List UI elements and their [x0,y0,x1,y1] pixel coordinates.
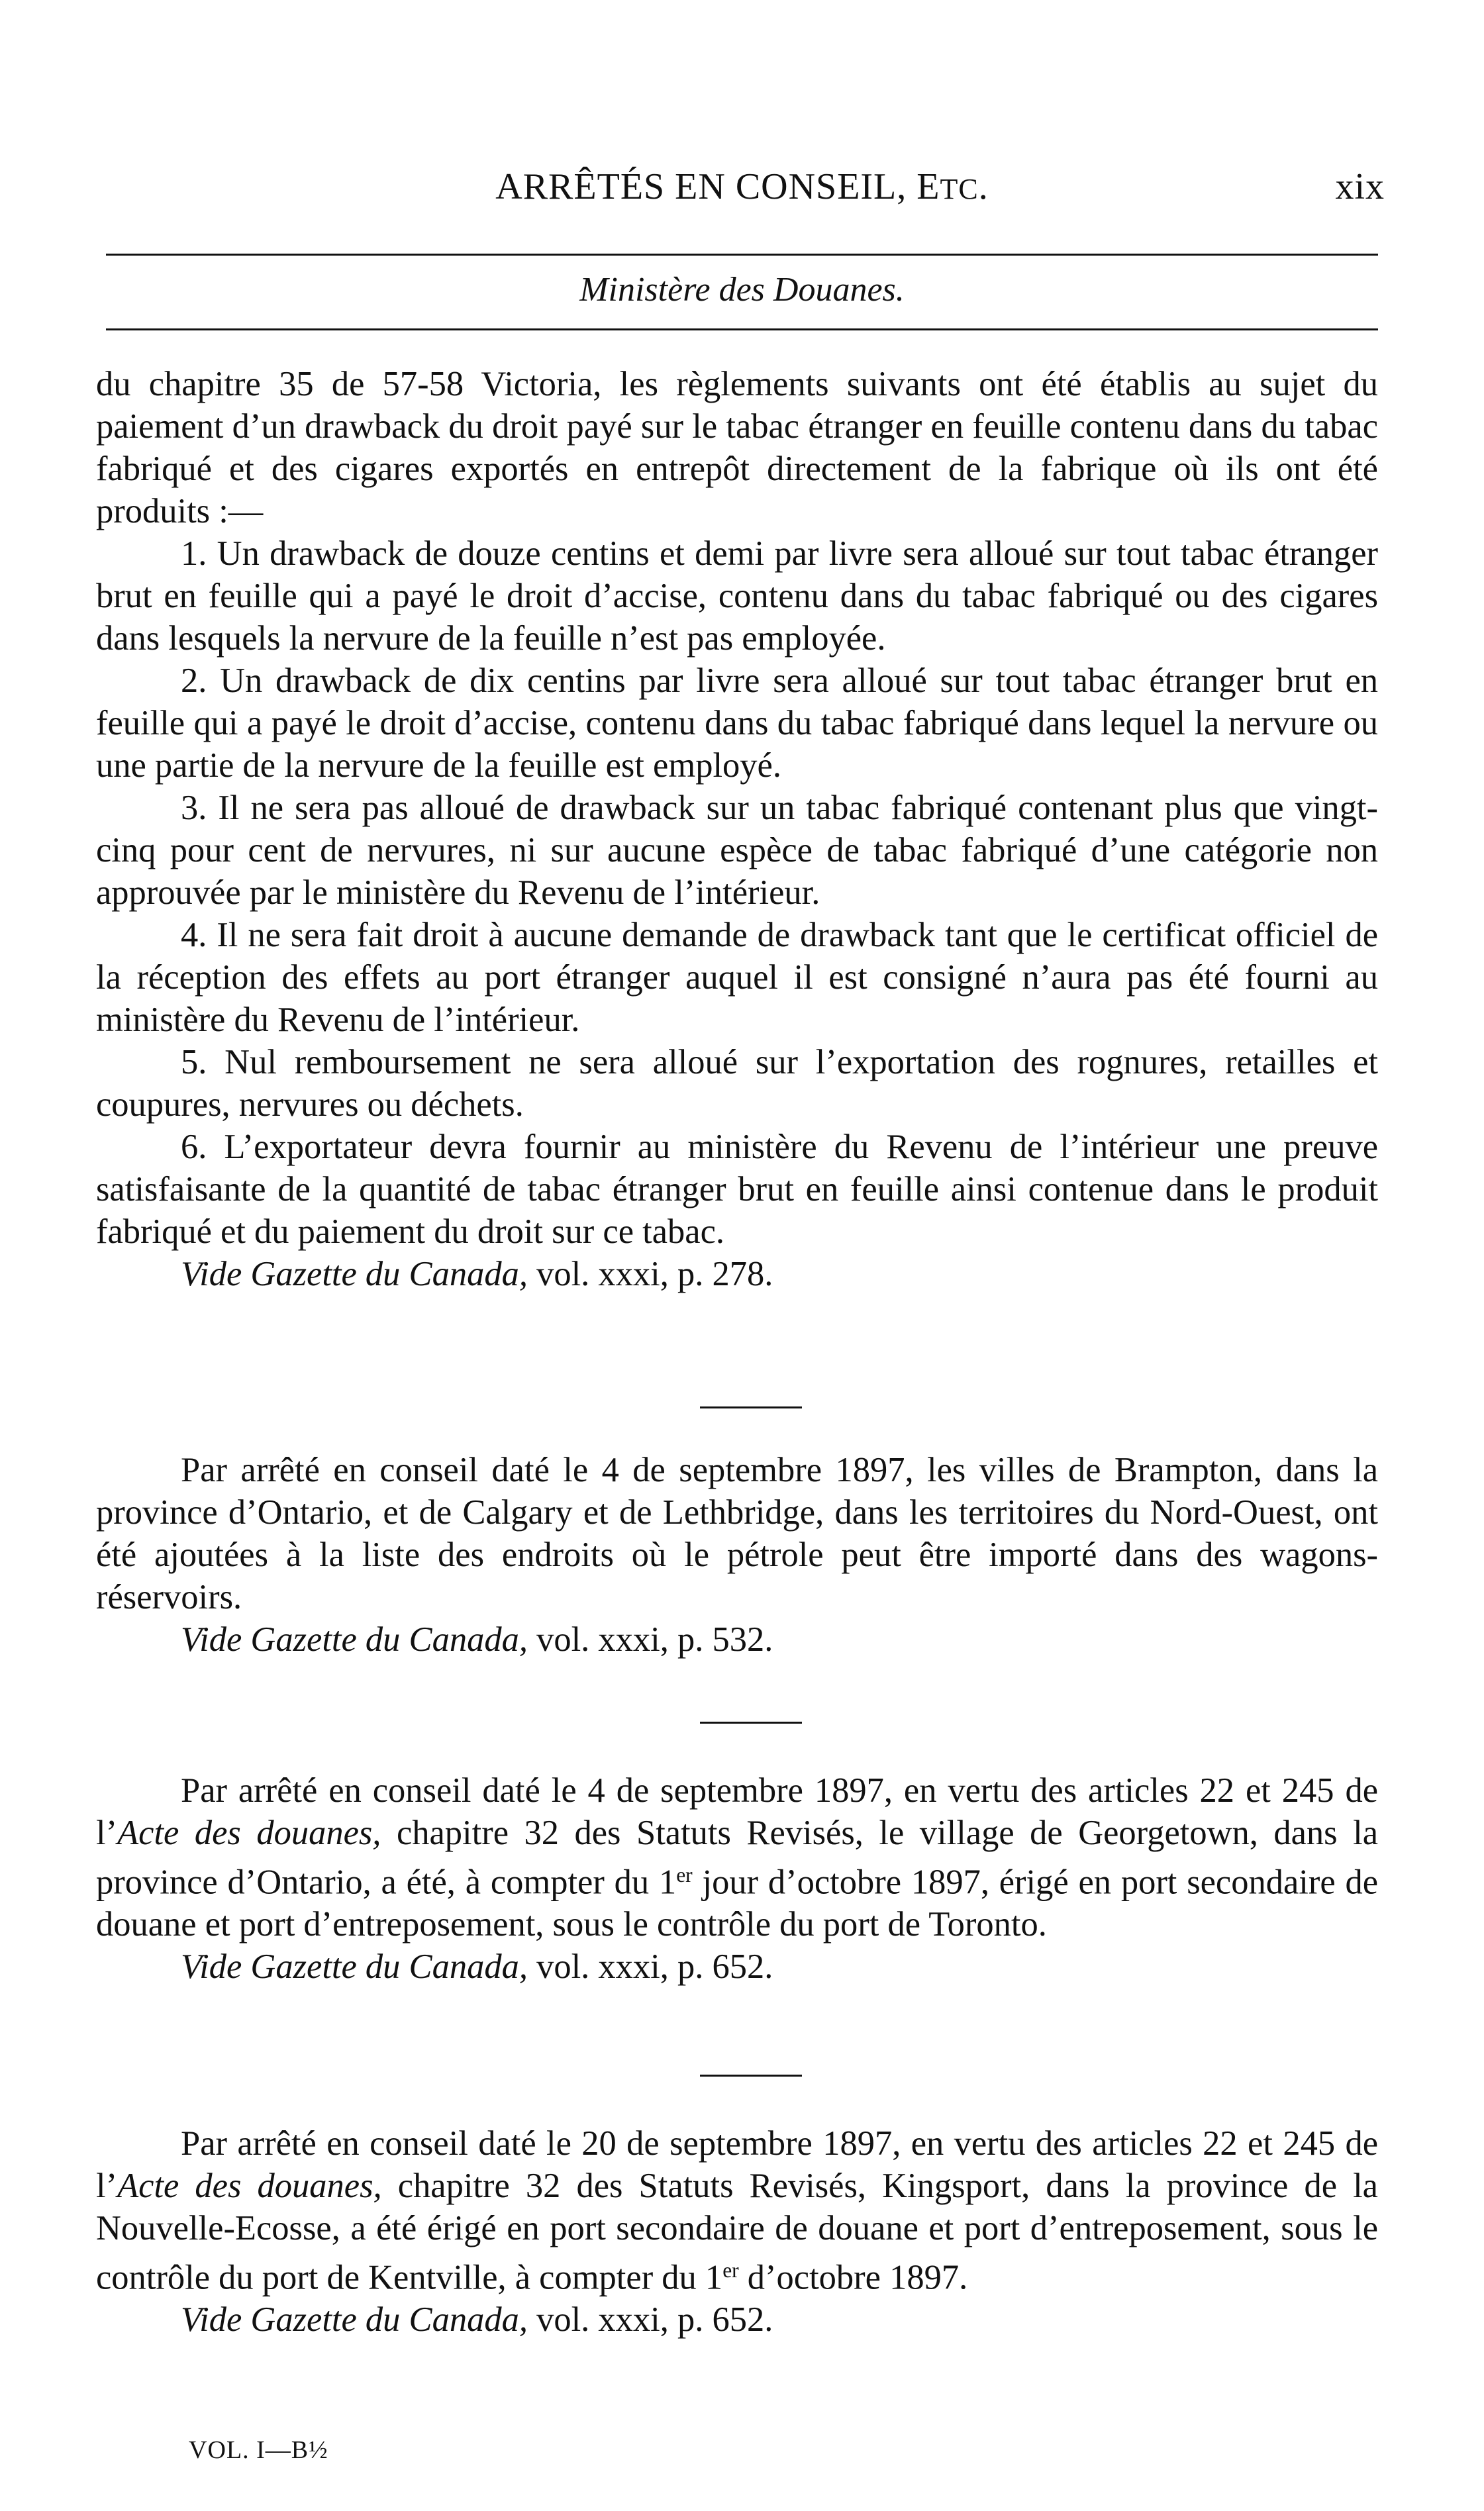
header-rule-bottom [106,328,1378,330]
citation-reference: vol. xxxi, p. 652. [527,1947,773,1987]
running-title [0,166,1484,208]
citation-source: Vide Gazette du Canada, [181,1620,528,1659]
act-title: Acte des douanes, [117,2167,382,2205]
paragraph [96,1769,1378,1945]
block-tobacco-drawback [96,363,1378,1295]
block-brampton [96,1449,1378,1661]
header-rule-top [106,254,1378,256]
running-title-period: . [978,166,989,207]
page-number: xix [1335,166,1385,207]
citation-reference: vol. xxxi, p. 652. [527,2300,773,2339]
paragraph-text: jour d’octobre 1897, érigé en port secondaire de douane et port d’entreposement, sous le contrôle du port de Toronto. [96,1863,1379,1944]
running-title-text: ARRÊTÉS EN CONSEIL, E [495,166,940,207]
separator-rule [700,1406,802,1408]
section-heading: Ministère des Douanes. [579,271,905,309]
paragraph-item-2: 2. Un drawback de dix centins par livre sera alloué sur tout tabac étranger brut en feuille qui a payé le droit d’accise, contenu dans du tabac fabriqué dans lequel la nervure ou une partie de la nervure de la feuille est employé. [96,662,1378,785]
paragraph-text: d’octobre 1897. [738,2258,968,2297]
paragraph-intro: du chapitre 35 de 57-58 Victoria, les règlements suivants ont été établis au sujet du paiement d’un drawback du droit payé sur le tabac étranger en feuille contenu dans du tabac fabriqué et des cigares exportés en entrepôt directement de la fabrique où ils ont été produits :— [96,365,1378,530]
separator-rule [700,1722,802,1724]
paragraph-text: Par arrêté en conseil daté le 4 de septembre 1897, en vertu des articles 22 et 245 de l’ [96,1771,1378,1852]
block-georgetown [96,1769,1378,1988]
act-title: Acte des douanes, [117,1814,381,1852]
citation [96,1253,1378,1295]
citation-source: Vide Gazette du Canada, [181,2300,528,2339]
paragraph-item-5: 5. Nul remboursement ne sera alloué sur l’exportation des rognures, retailles et coupures, nervures ou déchets. [96,1043,1378,1124]
running-title-smallcaps: TC [940,173,979,205]
paragraph-item-6: 6. L’exportateur devra fournir au ministère du Revenu de l’intérieur une preuve satisfaisante de la quantité de tabac étranger brut en feuille ainsi contenue dans le produit fabriqué et du paiement du droit sur ce tabac. [96,1128,1378,1251]
citation-source: Vide Gazette du Canada, [181,1947,528,1987]
block-kingsport [96,2122,1378,2341]
ordinal-superscript: er [676,1863,693,1887]
citation-reference: vol. xxxi, p. 532. [527,1620,773,1659]
separator-rule [700,2075,802,2077]
citation [96,1945,1378,1988]
citation [96,2298,1378,2341]
running-head [0,166,1484,219]
signature-mark: VOL. I—B½ [189,2436,328,2464]
paragraph-text: chapitre 32 des Statuts Revisés, le village de Georgetown, dans la province d’Ontario, a été, à compter du 1 [96,1814,1378,1902]
paragraph [96,2122,1378,2298]
paragraph-text: chapitre 32 des Statuts Revisés, Kingsport, dans la province de la Nouvelle-Ecosse, a été érigé en port secondaire de douane et port d’entreposement, sous le contrôle du port de Kentville, à compter du 1 [96,2167,1378,2297]
paragraph-text: Par arrêté en conseil daté le 20 de septembre 1897, en vertu des articles 22 et 245 de l’ [96,2124,1378,2205]
citation [96,1618,1378,1661]
paragraph: Par arrêté en conseil daté le 4 de septembre 1897, les villes de Brampton, dans la province d’Ontario, et de Calgary et de Lethbridge, dans les territoires du Nord-Ouest, ont été ajoutées à la liste des endroits où le pétrole peut être importé dans des wagons-réservoirs. [96,1451,1378,1616]
paragraph-item-1: 1. Un drawback de douze centins et demi par livre sera alloué sur tout tabac étranger brut en feuille qui a payé le droit d’accise, contenu dans du tabac fabriqué ou des cigares dans lesquels la nervure de la feuille n’est pas employée. [96,534,1378,658]
paragraph-item-4: 4. Il ne sera fait droit à aucune demande de drawback tant que le certificat officiel de la réception des effets au port étranger auquel il est consigné n’aura pas été fourni au ministère du Revenu de l’intérieur. [96,916,1378,1039]
citation-source: Vide Gazette du Canada, [181,1255,528,1293]
paragraph-item-3: 3. Il ne sera pas alloué de drawback sur un tabac fabriqué contenant plus que vingt-cinq pour cent de nervures, ni sur aucune espèce de tabac fabriqué d’une catégorie non approuvée par le ministère du Revenu de l’intérieur. [96,789,1378,912]
ordinal-superscript: er [722,2259,739,2282]
citation-reference: vol. xxxi, p. 278. [527,1255,773,1293]
